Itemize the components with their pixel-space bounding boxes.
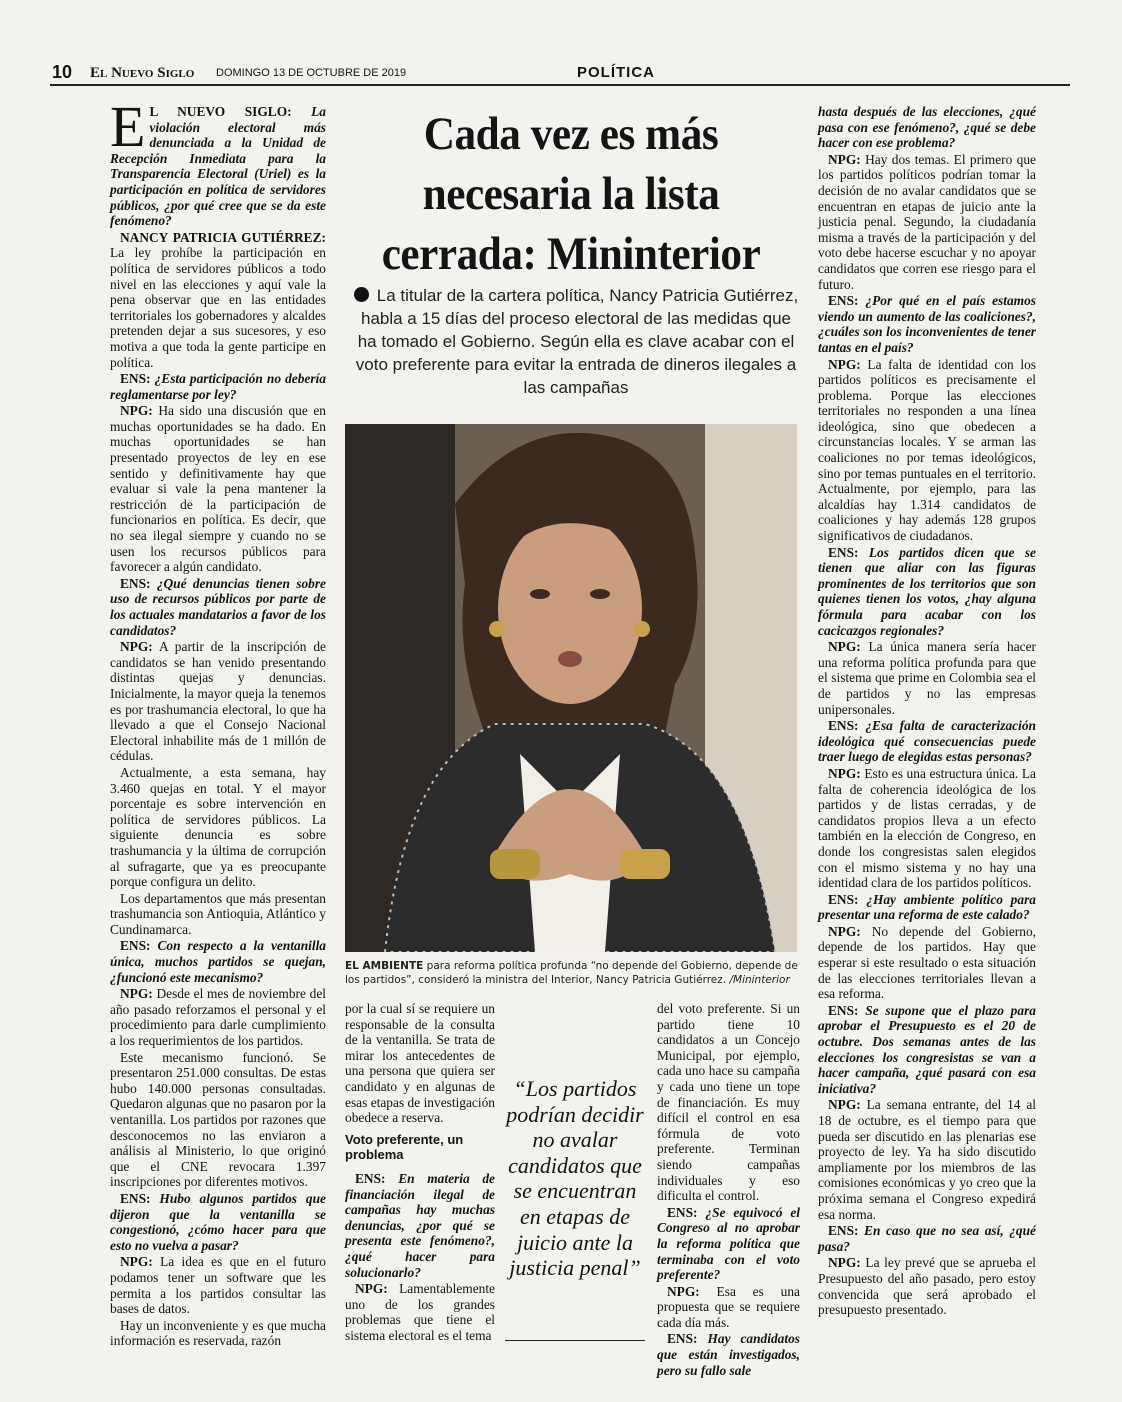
question: ENS: Hubo algunos partidos que dijeron que la ventanilla se congestionó, ¿cómo hacer para que esto no vuelva a pasar?	[110, 1190, 326, 1253]
question: ENS: Los partidos dicen que se tienen que aliar con las figuras prominentes de los territorios que son quienes tienen los votos, ¿hay alguna fórmula para acabar con los cacicazgos regionales?	[818, 544, 1036, 638]
column-4	[818, 104, 1036, 1319]
question: ENS: En caso que no sea así, ¿qué pasa?	[818, 1223, 1036, 1254]
answer: NPG: Hay dos temas. El primero que los partidos políticos podrían tomar la decisión de no avalar candidatos que se encuentran en etapas de juicio ante la justicia penal. Segundo, la ciudadanía misma a través de la participación y del voto debe hacerse escuchar y no apoyar candidatos que corren ese riesgo para el futuro.	[818, 151, 1036, 292]
photo-credit: /Mininterior	[729, 974, 790, 986]
answer: NPG: No depende del Gobierno, depende de los partidos. Hay que esperar si este resultado o esta situación de las elecciones territoriales llevan a esa reforma.	[818, 923, 1036, 1002]
answer: NPG: Ha sido una discusión que en muchas oportunidades se ha dado. En muchas oportunidades se han presentado proyectos de ley en ese sentido y definitivamente hay que evaluar si vale la pena mantener la restricción de la participación de funcionarios en política. Es decir, que no sea ilegal siempre y cuando no se usen los recursos públicos para favorecer a algún candidato.	[110, 403, 326, 575]
paragraph: Hay un inconveniente y es que mucha información es reservada, razón	[110, 1317, 326, 1349]
answer: NPG: La idea es que en el futuro podamos tener un software que les permita a los partidos consultar las bases de datos.	[110, 1254, 326, 1317]
section-title: POLÍTICA	[577, 64, 655, 81]
answer: NPG: Esto es una estructura única. La falta de coherencia ideológica de los partidos y de listas cerradas, y de candidatos propios lleva a un efecto también en la elección de Congreso, en donde los congresistas salen elegidos con el mismo sistema y no hay una identidad clara de los partidos políticos.	[818, 765, 1036, 891]
paragraph: Los departamentos que más presentan trashumancia son Antioquia, Atlántico y Cundinamarca.	[110, 890, 326, 937]
paragraph: del voto preferente. Si un partido tiene 10 candidatos a un Concejo Municipal, por ejemplo, cada uno hace su campaña y cada uno tiene un tope de financiación. Es muy difícil el control en esa fórmula de voto preferente. Terminan siendo campañas individuales y eso dificulta el control.	[657, 1001, 800, 1204]
column-1	[110, 94, 327, 1350]
question: ENS: Con respecto a la ventanilla única, muchos partidos se quejan, ¿funcionó este mecanismo?	[110, 938, 326, 985]
answer: NPG: La semana entrante, del 14 al 18 de octubre, es el tiempo para que pueda ser discutido en las plenarias ese proyecto de ley. Ya ha sido discutido ampliamente por los miembros de las comisiones económicas y yo creo que la próxima semana el Congreso expedirá esa norma.	[818, 1097, 1036, 1222]
subhead: Voto preferente, un problema	[345, 1131, 464, 1163]
question: ENS: Se supone que el plazo para aprobar el Presupuesto es el 20 de octubre. Dos semanas antes de las elecciones los congresistas se van a hacer campaña, ¿qué pasará con esa iniciativa?	[818, 1002, 1036, 1096]
question: ENS: ¿Hay ambiente político para presentar una reforma de este calado?	[818, 891, 1036, 923]
answer: NPG: Lamentablemente uno de los grandes problemas que tiene el sistema electoral es el tema	[345, 1281, 495, 1343]
page-number: 10	[52, 62, 73, 82]
caption-lead: EL AMBIENTE	[345, 960, 424, 972]
answer: NPG: La única manera sería hacer una reforma política profunda para que el sistema que prime en Colombia sea el de partidos y no las empresas unipersonales.	[818, 639, 1036, 717]
question: ENS: En materia de financiación ilegal de campañas hay muchas denuncias, ¿por qué se presenta este fenómeno?, ¿qué hacer para solucionarlo?	[345, 1170, 495, 1280]
answer: NPG: La falta de identidad con los partidos políticos es precisamente el problema. Porque las elecciones territoriales no responden a una línea ideológica, sino que obedecen a circunstancias locales. Y se arman las coaliciones no por temas ideológicos, sino por temas puntuales en el territorio. Actualmente, por ejemplo, para las alcaldías hay 1.314 candidatos de coaliciones y hay además 128 grupos significativos de ciudadanos.	[818, 356, 1036, 544]
answer: NPG: A partir de la inscripción de candidatos se han venido presentando distintas quejas y denuncias. Inicialmente, la mayor queja la tenemos es por trashumancia electoral, lo que ha llevado a que el Consejo Nacional Electoral inhabilite más de 1 millón de cédulas.	[110, 639, 327, 764]
headline-line: Cada vez es más	[423, 108, 719, 160]
deck-text: La titular de la cartera política, Nancy Patricia Gutiérrez, habla a 15 días del proceso electoral de las medidas que ha tomado el Gobierno. Según ella es clave acabar con el voto preferente para evitar la entrada de dineros ilegales a las campañas	[355, 286, 799, 397]
column-2	[345, 1001, 495, 1344]
answer: NANCY PATRICIA GUTIÉRREZ: La ley prohíbe la participación en política de servidores públicos a todo nivel en las elecciones y aquí vale la pena observar que en las entidades territoriales los gobernadores y alcaldes pretenden dejar a sus sucesores, y eso motiva a que toda la gente participe en política.	[110, 229, 326, 370]
answer: NPG: Desde el mes de noviembre del año pasado reforzamos el personal y el procedimiento para darle cumplimiento a los requerimientos de los partidos.	[110, 986, 326, 1049]
page-header	[50, 60, 1070, 86]
column-3	[657, 1001, 800, 1379]
headline	[358, 104, 783, 284]
photo-caption	[345, 959, 801, 987]
headline-line: cerrada: Mininterior	[381, 228, 761, 280]
question: La violación electoral más denunciada a la Unidad de Recepción Inmediata para la Transparencia Electoral (Uriel) es la participación en política de servidores públicos, ¿por qué cree que se da este fenómeno?	[110, 104, 326, 229]
portrait-illustration	[345, 424, 797, 952]
question: hasta después de las elecciones, ¿qué pasa con ese fenómeno?, ¿qué se debe hacer con ese problema?	[818, 104, 1036, 151]
question: ENS: ¿Esta participación no debería reglamentarse por ley?	[110, 371, 326, 402]
question: ENS: ¿Se equivocó el Congreso al no aprobar la reforma política que terminaba con el voto preferente?	[657, 1204, 800, 1283]
pull-quote-rule	[505, 1340, 645, 1341]
caption-text: para reforma política profunda “no depende del Gobierno, depende de los partidos”, consideró la ministra del Interior, Nancy Patricia Gutiérrez.	[345, 960, 798, 986]
pull-quote: “Los partidos podrían decidir no avalar candidatos que se encuentran en etapas de juicio ante la justicia penal”	[506, 1076, 644, 1281]
question: ENS: Hay candidatos que están investigados, pero su fallo sale	[657, 1331, 800, 1378]
bullet-icon	[354, 287, 369, 302]
paragraph: Este mecanismo funcionó. Se presentaron 251.000 consultas. De estas hubo 140.000 personas consultadas. Quedaron algunas que no pasaron por la ventanilla. Los partidos por razones que desconocemos no las enviaron a análisis al Ministerio, lo que originó que el CNE revocara 1.397 inscripciones por diferentes motivos.	[110, 1049, 326, 1190]
paragraph: Actualmente, a esta semana, hay 3.460 quejas en total. Y el mayor porcentaje es sobre intervención en política de servidores públicos. La siguiente denuncia es sobre trashumancia y la última de corrupción al sufragarte, que ya es preocupante porque configura un delito.	[110, 764, 326, 890]
deck	[352, 284, 800, 399]
masthead: El Nuevo Siglo	[90, 65, 195, 81]
question: ENS: ¿Por qué en el país estamos viendo un aumento de las coaliciones?, ¿cuáles son los inconvenientes de tener tantas en el país?	[818, 293, 1036, 355]
interviewer-label: L NUEVO SIGLO:	[149, 104, 292, 119]
drop-cap: E	[110, 94, 146, 159]
paragraph: por la cual sí se requiere un responsable de la consulta de la ventanilla. Se trata de mirar los antecedentes de una persona que quiera ser candidato y en algunas de esas etapas de investigación obedece a reserva.	[345, 1001, 495, 1126]
answer: NPG: Esa es una propuesta que se requiere cada día más.	[657, 1283, 800, 1330]
issue-date: DOMINGO 13 DE OCTUBRE DE 2019	[216, 67, 407, 79]
question: ENS: ¿Qué denuncias tienen sobre uso de recursos públicos por parte de los actuales mandatarios a favor de los candidatos?	[110, 575, 326, 638]
answer: NPG: La ley prevé que se aprueba el Presupuesto del año pasado, pero estoy convencida que será aprobado el presupuesto presentado.	[818, 1255, 1036, 1318]
headline-line: necesaria la lista	[422, 168, 720, 220]
question: ENS: ¿Esa falta de caracterización ideológica qué consecuencias puede traer luego de elegidas estas personas?	[818, 718, 1036, 765]
minister-photo	[345, 424, 797, 952]
